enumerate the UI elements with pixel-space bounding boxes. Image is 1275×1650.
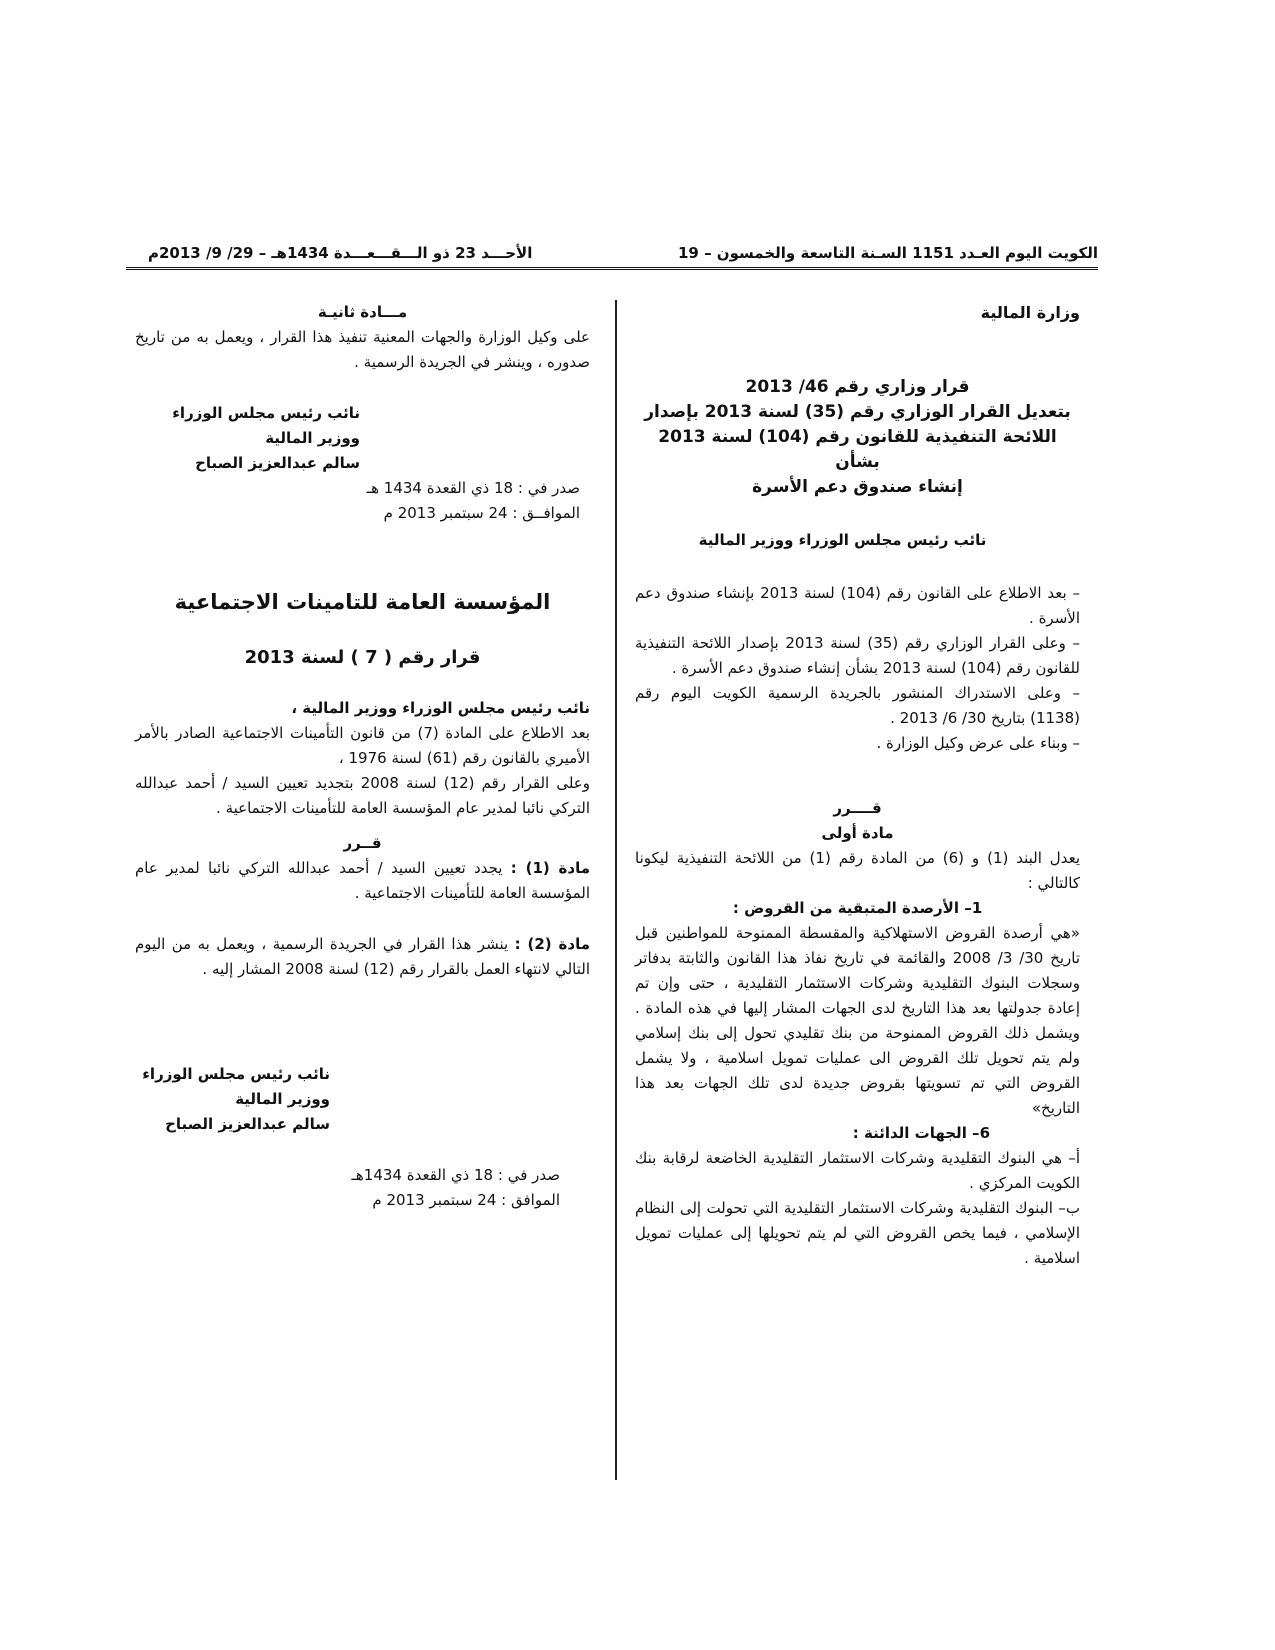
article-1-intro: يعدل البند (1) و (6) من المادة رقم (1) من اللائحة التنفيذية ليكونا كالتالي : [635,849,1080,892]
item-6-b: ب– البنوك التقليدية وشركات الاستثمار التقليدية التي تحولت إلى النظام الإسلامي ، فيما يخص القروض التي لم يتم تحويلها إلى عمليات تمويل اسلامية . [635,1199,1080,1267]
decree-title-line: بتعديل القرار الوزاري رقم (35) لسنة 2013 بإصدار [644,402,1071,422]
issue-dates-2 [135,1163,590,1213]
header-issue-info: الكويت اليوم العـدد 1151 السـنة التاسعة والخمسون – 19 [677,244,1098,262]
issuing-authority: نائب رئيس مجلس الوزراء ووزير المالية [698,531,987,549]
institution-title: المؤسسة العامة للتامينات الاجتماعية [174,590,551,614]
decree-title-line: اللائحة التنفيذية للقانون رقم (104) لسنة 2013 بشأن [658,427,1057,472]
item-6-heading: 6– الجهات الدائنة : [852,1124,990,1142]
recital: – وعلى القرار الوزاري رقم (35) لسنة 2013 بإصدار اللائحة التنفيذية للقانون رقم (104) لسنة 2013 بشأن إنشاء صندوق دعم الأسرة . [635,634,1080,677]
article-2-text: على وكيل الوزارة والجهات المعنية تنفيذ هذا القرار ، ويعمل به من تاريخ صدوره ، وينشر في الجريدة الرسمية . [135,328,590,371]
signature-line: ووزير المالية [265,429,360,447]
signature-block [135,401,590,476]
signature-line: نائب رئيس مجلس الوزراء [172,404,360,422]
issued-date: صدر في : 18 ذي القعدة 1434هـ [351,1166,560,1184]
right-column [635,300,1080,1271]
column-divider [615,300,617,1480]
page-header [148,240,1098,266]
header-date: الأحـــد 23 ذو الـــقـــعـــدة 1434هـ – 29/ 9/ 2013م [148,244,533,262]
article-1-clause [135,856,590,906]
decided-heading-2: قــرر [343,834,382,852]
decree-title [635,375,1080,500]
signature-line: نائب رئيس مجلس الوزراء [142,1065,330,1083]
issued-date: صدر في : 18 ذي القعدة 1434 هـ [366,479,580,497]
article-1-title: مادة أولى [821,824,894,842]
header-rule [126,267,1098,270]
item-1-text: «هي أرصدة القروض الاستهلاكية والمقسطة الممنوحة للمواطنين قبل تاريخ 30/ 3/ 2008 والقائمة في تاريخ نفاذ هذا القانون والثابتة بدفاتر وسجلات البنوك التقليدية وشركات الاستثمار التقليدية ، حتى وإن تم إعادة جدولتها بعد هذا التاريخ لدى الجهات المشار إليها في هذه المادة . ويشمل ذلك القروض الممنوحة من بنك تقليدي تحول إلى بنك إسلامي ولم يتم تحويل تلك القروض الى عمليات تمويل اسلامية ، ولا يشمل القروض التي تم تسويتها بقروض جديدة لدى تلك الجهات بعد هذا التاريخ» [635,924,1080,1117]
article-2-label: مادة (2) : [514,935,590,953]
article-2-clause [135,932,590,982]
article-1-text: يجدد تعيين السيد / أحمد عبدالله التركي نائبا لمدير عام المؤسسة العامة للتأمينات الاجتماعية . [135,859,590,902]
decree-title-line: إنشاء صندوق دعم الأسرة [752,477,963,497]
signature-line: سالم عبدالعزيز الصباح [165,1115,330,1133]
recital: – وعلى الاستدراك المنشور بالجريدة الرسمية الكويت اليوم رقم (1138) بتاريخ 30/ 6/ 2013 . [635,684,1080,727]
corresponding-date: الموافق : 24 سبتمبر 2013 م [372,1191,560,1209]
left-column [135,300,590,1213]
item-6-a: أ– هي البنوك التقليدية وشركات الاستثمار التقليدية الخاضعة لرقابة بنك الكويت المركزي . [635,1149,1080,1192]
article-2-title: مـــادة ثانيـة [317,303,408,321]
corresponding-date: الموافــق : 24 سبتمبر 2013 م [383,504,580,522]
recital-2: وعلى القرار رقم (12) لسنة 2008 بتجديد تعيين السيد / أحمد عبدالله التركي نائبا لمدير عام المؤسسة العامة للتأمينات الاجتماعية . [135,774,590,817]
ministry-title: وزارة المالية [980,303,1080,322]
decided-heading: قــــرر [833,799,882,817]
issuing-authority-2: نائب رئيس مجلس الوزراء ووزير المالية ، [291,699,590,717]
recital: – وبناء على عرض وكيل الوزارة . [876,734,1080,752]
article-2-clause-text: ينشر هذا القرار في الجريدة الرسمية ، ويعمل به من اليوم التالي لانتهاء العمل بالقرار رقم (12) لسنة 2008 المشار إليه . [135,935,590,978]
recital-2: بعد الاطلاع على المادة (7) من قانون التأمينات الاجتماعية الصادر بالأمر الأميري بالقانون رقم (61) لسنة 1976 ، [135,724,590,767]
article-1-label: مادة (1) : [510,859,590,877]
decree-2-title: قرار رقم ( 7 ) لسنة 2013 [244,647,481,668]
recital: – بعد الاطلاع على القانون رقم (104) لسنة 2013 بإنشاء صندوق دعم الأسرة . [635,584,1080,627]
signature-line: ووزير المالية [235,1090,330,1108]
signature-block-2 [135,1062,590,1137]
issue-dates [135,476,590,526]
signature-line: سالم عبدالعزيز الصباح [195,454,360,472]
decree-title-line: قرار وزاري رقم 46/ 2013 [745,377,970,397]
item-1-heading: 1– الأرصدة المتبقية من القروض : [732,899,983,917]
